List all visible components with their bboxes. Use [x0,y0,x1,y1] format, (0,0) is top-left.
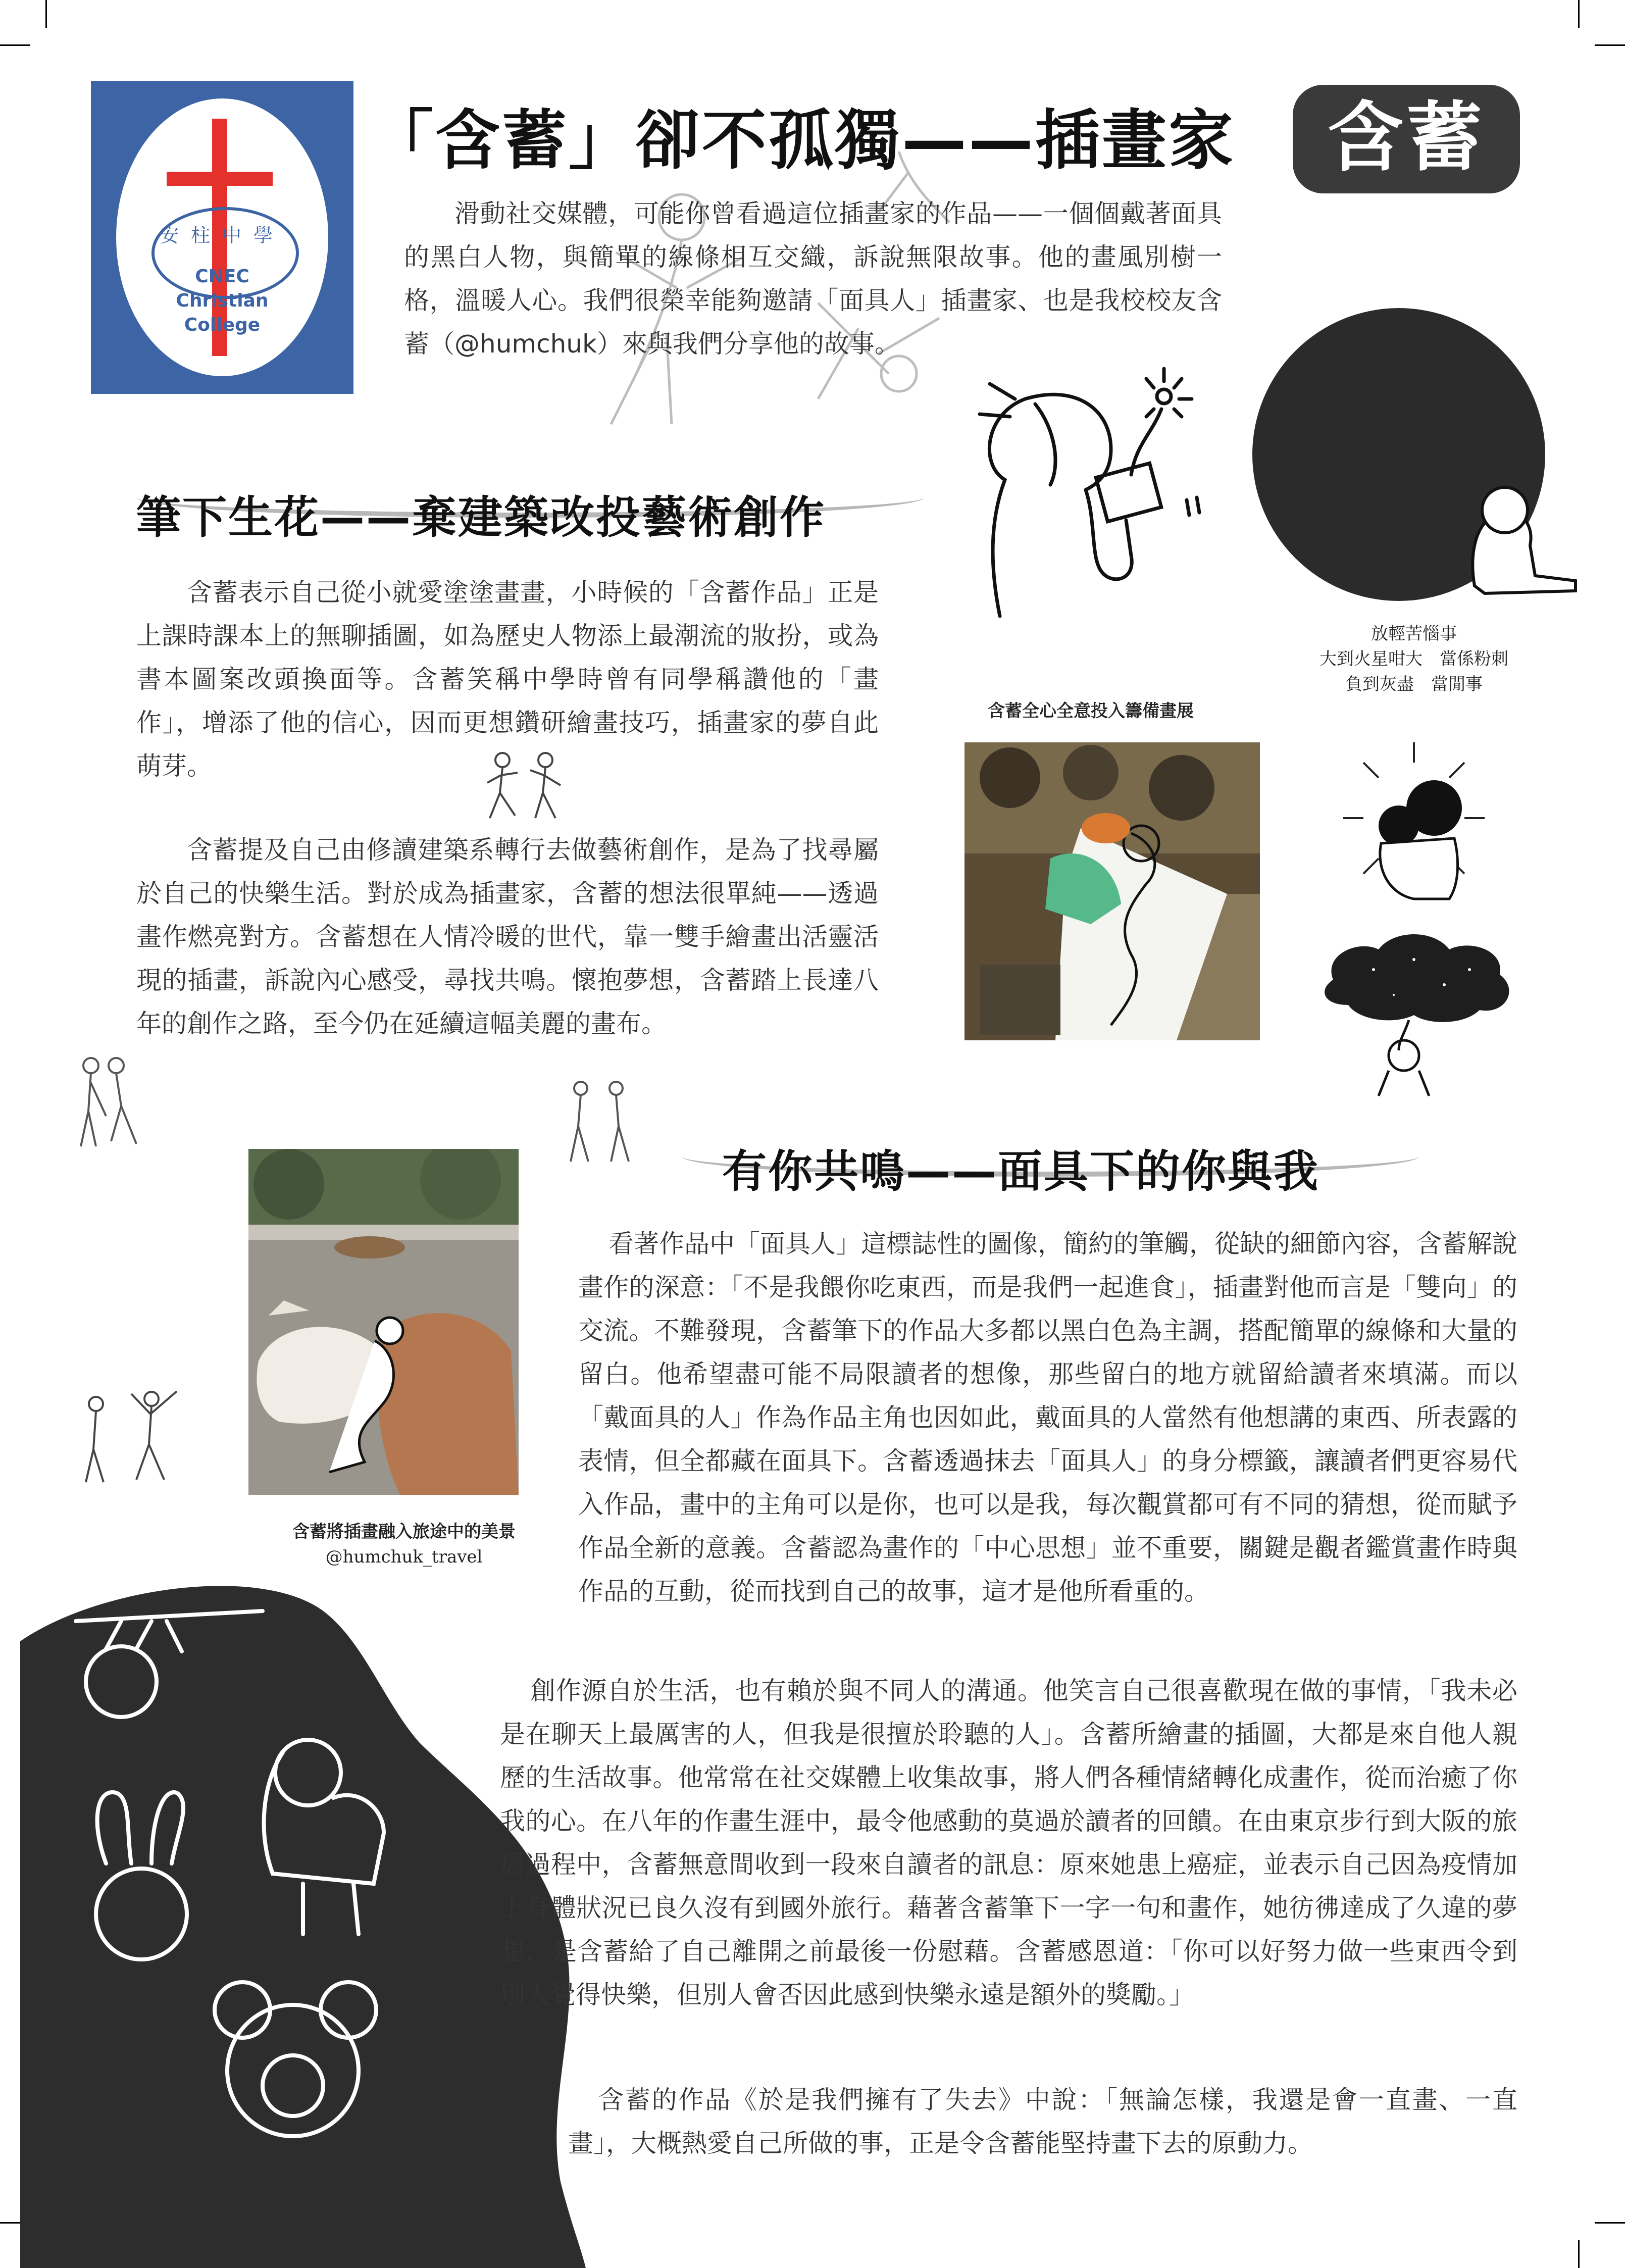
photo2-caption-line-1: 含蓄將插畫融入旅途中的美景 [292,1522,516,1542]
dancing-figures-icon [480,747,571,828]
moon-caption-line-2: 大到火星咁大 當係粉刺 [1319,649,1508,669]
section1-paragraph-1: 含蓄表示自己從小就愛塗塗畫畫，小時候的「含蓄作品」正是上課時課本上的無聊插圖，如為歷史人物添上最潮流的妝扮，或為書本圖案改頭換面等。含蓄笑稱中學時曾有同學稱讚他的「畫作」，增添了他的信心，因而更想鑽研繪畫技巧，插畫家的夢自此萌芽。 [136,578,879,781]
logo-name-en-1: CNEC [195,266,249,287]
dark-cloud-figure-illustration [1313,919,1525,1101]
moon-caption [1273,621,1555,697]
goats-travel-photo [248,1149,519,1495]
intro-paragraph: 滑動社交媒體，可能你曾看過這位插畫家的作品——一個個戴著面具的黑白人物，與簡單的線條相互交織，訴說無限故事。他的畫風別樹一格，溫暖人心。我們很榮幸能夠邀請「面具人」插畫家、也是我校校友含蓄（@humchuk）來與我們分享他的故事。 [404,199,1222,359]
logo-name-en-2: Christian [176,290,269,311]
cross-bar [167,172,273,186]
photo1-caption: 含蓄全心全意投入籌備畫展 [988,701,1194,721]
jumping-figures-icon [76,1384,192,1485]
crop-mark [1595,2222,1625,2224]
section2-paragraph-3: 含蓄的作品《於是我們擁有了失去》中說：「無論怎樣，我還是會一直畫、一直畫」，大概熱愛自己所做的事，正是令含蓄能堅持畫下去的原動力。 [568,2085,1517,2158]
line-art-figure-with-phone [959,354,1222,636]
photo2-caption-line-2: @humchuk_travel [325,1547,483,1567]
section1-heading: 筆下生花——棄建築改投藝術創作 [136,491,826,543]
exhibition-preparation-photo [964,742,1260,1040]
moon-caption-line-1: 放輕苦惱事 [1371,624,1457,644]
logo-name-en-3: College [184,315,261,335]
page-title: 「含蓄」卻不孤獨——插畫家 [369,103,1236,178]
sitting-couple-illustration [1333,732,1495,919]
school-logo [91,81,353,394]
section2-paragraph-1: 看著作品中「面具人」這標誌性的圖像，簡約的筆觸，從缺的細節內容，含蓄解說畫作的深意：「不是我餵你吃東西，而是我們一起進食」，插畫對他而言是「雙向」的交流。不難發現，含蓄筆下的作品大多都以黑白色為主調，搭配簡單的線條和大量的留白。他希望盡可能不局限讀者的想像，那些留白的地方就留給讀者來填滿。而以「戴面具的人」作為作品主角也因如此，戴面具的人當然有他想講的東西、所表露的表情，但全都藏在面具下。含蓄透過抹去「面具人」的身分標籤，讓讀者們更容易代入作品，畫中的主角可以是你，也可以是我，每次觀賞都可有不同的猜想，從而賦予作品全新的意義。含蓄認為畫作的「中心思想」並不重要，關鍵是觀者鑑賞畫作時與作品的互動，從而找到自己的故事，這才是他所看重的。 [578,1229,1517,1606]
crop-mark [1595,44,1625,46]
crop-mark [45,0,47,28]
name-badge: 含蓄 [1293,85,1520,193]
crop-mark [1578,0,1580,28]
logo-name-zh: 安柱中學 [159,224,285,246]
crop-mark [1578,2240,1580,2268]
crop-mark [0,44,30,46]
section2-heading: 有你共鳴——面具下的你與我 [722,1145,1320,1197]
standing-figures-icon [66,1050,157,1151]
section2-paragraph-2: 創作源自於生活，也有賴於與不同人的溝通。他笑言自己很喜歡現在做的事情，「我未必是在聊天上最厲害的人，但我是很擅於聆聽的人」。含蓄所繪畫的插圖，大都是來自他人親歷的生活故事。他常常在社交媒體上收集故事，將人們各種情緒轉化成畫作，從而治癒了你我的心。在八年的作畫生涯中，最令他感動的莫過於讀者的回饋。在由東京步行到大阪的旅居過程中，含蓄無意間收到一段來自讀者的訊息：原來她患上癌症，並表示自己因為疫情加上身體狀況已良久沒有到國外旅行。藉著含蓄筆下一字一句和畫作，她彷彿達成了久違的夢想，是含蓄給了自己離開之前最後一份慰藉。含蓄感恩道：「你可以好努力做一些東西令到別人覺得快樂，但別人會否因此感到快樂永遠是額外的獎勵。」 [500,1676,1517,2009]
black-moon-illustration [1232,303,1565,616]
walking-figures-icon [561,1076,641,1167]
section1-paragraph-2: 含蓄提及自己由修讀建築系轉行去做藝術創作，是為了找尋屬於自己的快樂生活。對於成為插畫家，含蓄的想法很單純——透過畫作燃亮對方。含蓄想在人情冷暖的世代，靠一雙手繪畫出活靈活現的插畫，訴說內心感受，尋找共鳴。懷抱夢想，含蓄踏上長達八年的創作之路，至今仍在延續這幅美麗的畫布。 [136,835,879,1038]
moon-caption-line-3: 負到灰盡 當閒事 [1345,674,1483,694]
